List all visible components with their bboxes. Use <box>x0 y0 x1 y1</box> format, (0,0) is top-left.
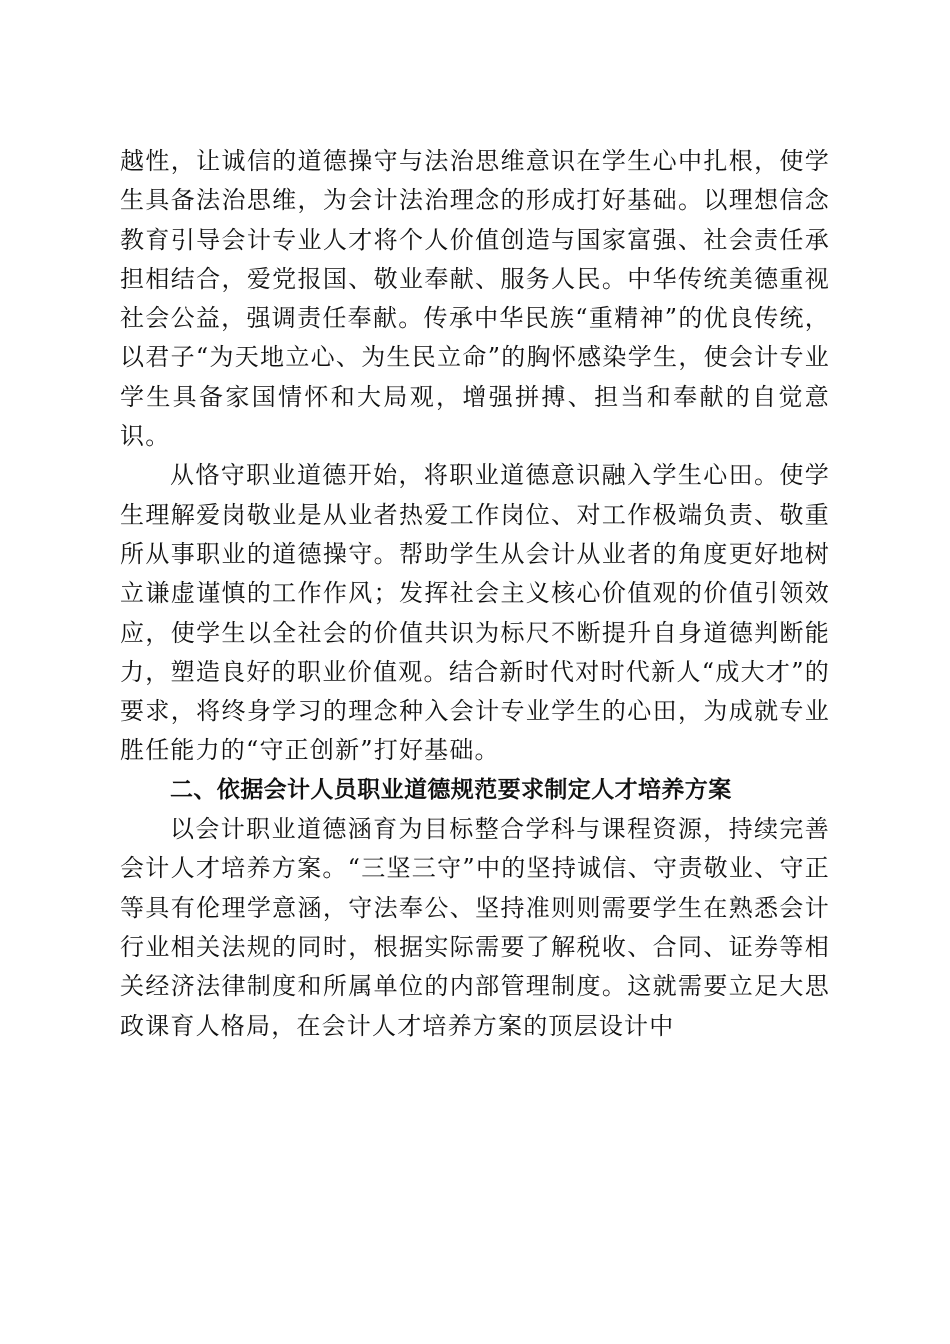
paragraph-continuation: 越性，让诚信的道德操守与法治思维意识在学生心中扎根，使学生具备法治思维，为会计法治理念的形成打好基础。以理想信念教育引导会计专业人才将个人价值创造与国家富强、社会责任承担相结合，爱党报国、敬业奉献、服务人民。中华传统美德重视社会公益，强调责任奉献。传承中华民族“重精神”的优良传统，以君子“为天地立心、为生民立命”的胸怀感染学生，使会计专业学生具备家国情怀和大局观，增强拼搏、担当和奉献的自觉意识。 <box>120 147 830 451</box>
paragraph-training-plan: 以会计职业道德涵育为目标整合学科与课程资源，持续完善会计人才培养方案。“三坚三守”中的坚持诚信、守责敬业、守正等具有伦理学意涵，守法奉公、坚持准则则需要学生在熟悉会计行业相关法规的同时，根据实际需要了解税收、合同、证券等相关经济法律制度和所属单位的内部管理制度。这就需要立足大思政课育人格局，在会计人才培养方案的顶层设计中 <box>120 815 830 1040</box>
section-heading: 二、依据会计人员职业道德规范要求制定人才培养方案 <box>170 776 732 803</box>
body-text <box>120 142 830 1046</box>
paragraph-professional-ethics: 从恪守职业道德开始，将职业道德意识融入学生心田。使学生理解爱岗敬业是从业者热爱工作岗位、对工作极端负责、敬重所从事职业的道德操守。帮助学生从会计从业者的角度更好地树立谦虚谨慎的工作作风；发挥社会主义核心价值观的价值引领效应，使学生以全社会的价值共识为标尺不断提升自身道德判断能力，塑造良好的职业价值观。结合新时代对时代新人“成大才”的要求，将终身学习的理念种入会计专业学生的心田，为成就专业胜任能力的“守正创新”打好基础。 <box>120 461 830 765</box>
